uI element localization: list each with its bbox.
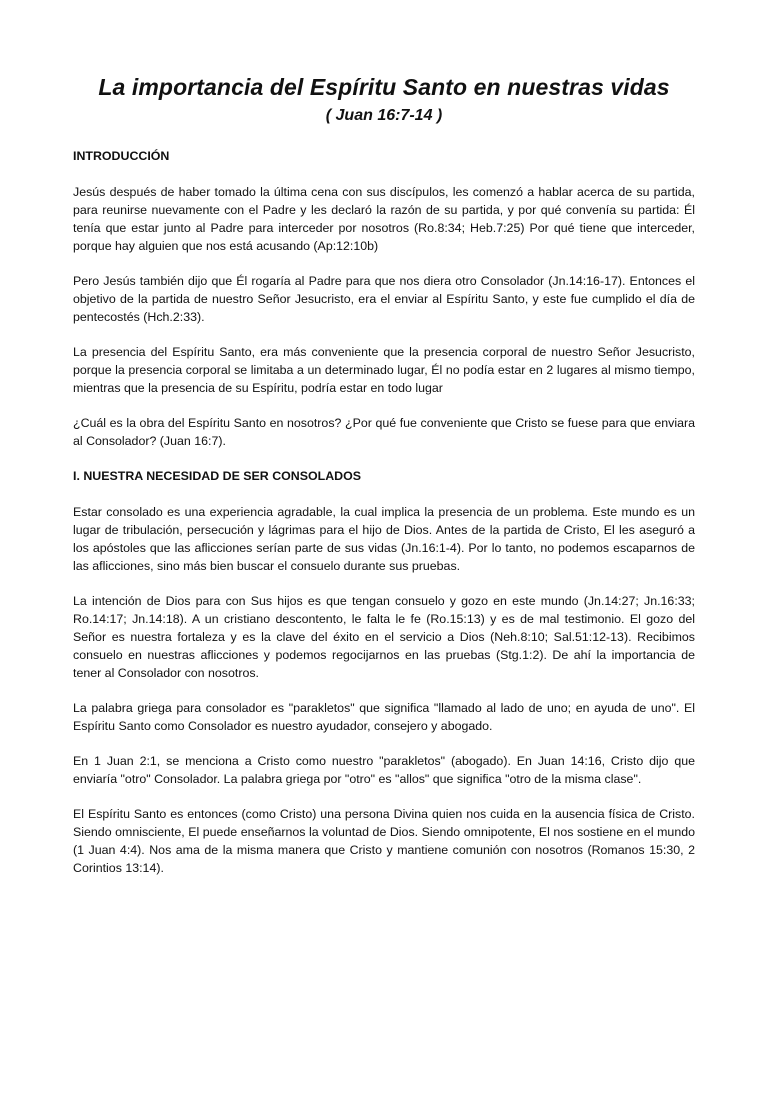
paragraph: Pero Jesús también dijo que Él rogaría al Padre para que nos diera otro Consolador (Jn.14:16-17). Entonces el objetivo de la partida de nuestro Señor Jesucristo, era el enviar al Espíritu Santo, y este fue cumplido el día de pentecostés (Hch.2:33). (73, 274, 695, 324)
section-necesidad-consolados (73, 467, 695, 877)
paragraph: ¿Cuál es la obra del Espíritu Santo en nosotros? ¿Por qué fue conveniente que Cristo se fuese para que enviara al Consolador? (Juan 16:7). (73, 416, 695, 448)
section-introduccion (73, 147, 695, 450)
section-heading: I. NUESTRA NECESIDAD DE SER CONSOLADOS (73, 469, 361, 483)
paragraph: Jesús después de haber tomado la última cena con sus discípulos, les comenzó a hablar acerca de su partida, para reunirse nuevamente con el Padre y les declaró la razón de su partida, y por qué convenía su partida: Él tenía que estar junto al Padre para interceder por nosotros (Ro.8:34; Heb.7:25) Por qué tiene que interceder, porque hay alguien que nos está acusando (Ap:12:10b) (73, 185, 695, 253)
paragraph: Estar consolado es una experiencia agradable, la cual implica la presencia de un problema. Este mundo es un lugar de tribulación, persecución y lágrimas para el hijo de Dios. Antes de la partida de Cristo, El les aseguró a los apóstoles que las aflicciones serían parte de sus vidas (Jn.16:1-4). Por lo tanto, no podemos escaparnos de las aflicciones, sino más bien buscar el consuelo durante sus pruebas. (73, 505, 695, 573)
document-subtitle: ( Juan 16:7-14 ) (325, 107, 443, 124)
document-title: La importancia del Espíritu Santo en nuestras vidas (98, 74, 670, 100)
section-heading: INTRODUCCIÓN (73, 149, 170, 163)
paragraph: La palabra griega para consolador es "parakletos" que significa "llamado al lado de uno; en ayuda de uno". El Espíritu Santo como Consolador es nuestro ayudador, consejero y abogado. (73, 701, 695, 733)
paragraph: En 1 Juan 2:1, se menciona a Cristo como nuestro "parakletos" (abogado). En Juan 14:16, Cristo dijo que enviaría "otro" Consolador. La palabra griega por "otro" es "allos" que significa "otro de la misma clase". (73, 754, 695, 786)
paragraph: La intención de Dios para con Sus hijos es que tengan consuelo y gozo en este mundo (Jn.14:27; Jn.16:33; Ro.14:17; Jn.14:18). A un cristiano descontento, le falta le fe (Ro.15:13) y es de mal testimonio. El gozo del Señor es nuestra fortaleza y es la clave del éxito en el servicio a Dios (Neh.8:10; Sal.51:12-13). Recibimos consuelo en nuestras aflicciones y podemos regocijarnos en las pruebas (Stg.1:2). De ahí la importancia de tener al Consolador con nosotros. (73, 594, 695, 680)
paragraph: La presencia del Espíritu Santo, era más conveniente que la presencia corporal de nuestro Señor Jesucristo, porque la presencia corporal se limitaba a un determinado lugar, Él no podía estar en 2 lugares al mismo tiempo, mientras que la presencia de su Espíritu, podría estar en todo lugar (73, 345, 695, 395)
paragraph: El Espíritu Santo es entonces (como Cristo) una persona Divina quien nos cuida en la ausencia física de Cristo. Siendo omnisciente, El puede enseñarnos la voluntad de Dios. Siendo omnipotente, El nos sostiene en el mundo (1 Juan 4:4). Nos ama de la misma manera que Cristo y mantiene comunión con nosotros (Romanos 15:30, 2 Corintios 13:14). (73, 807, 695, 875)
document-page (0, 72, 768, 1096)
